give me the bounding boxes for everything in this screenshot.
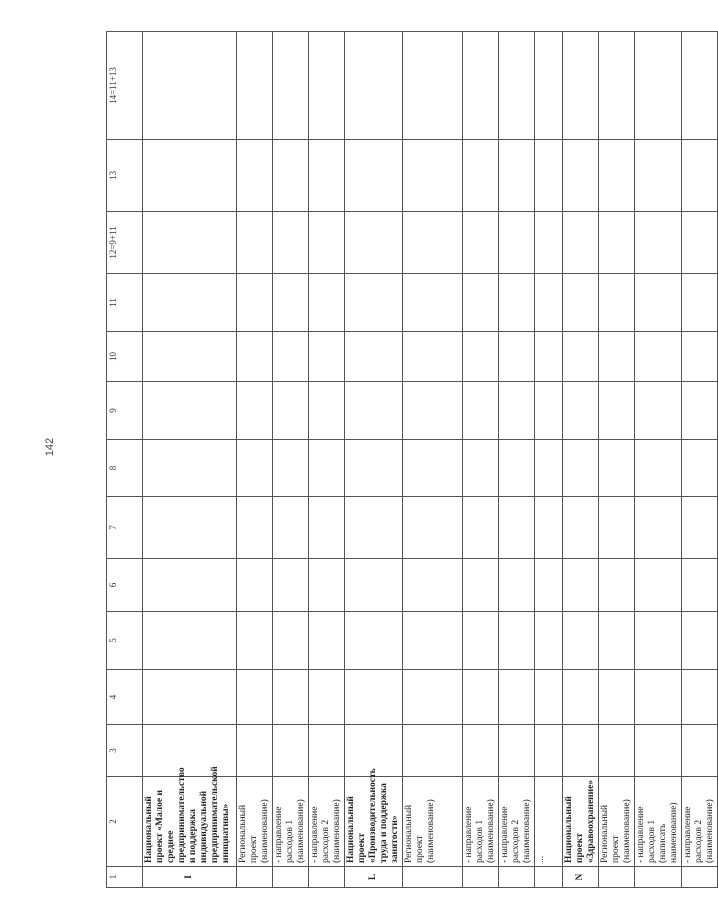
value-cell xyxy=(499,612,535,670)
table-row xyxy=(345,32,403,888)
value-cell xyxy=(463,32,499,140)
value-cell xyxy=(535,670,563,725)
value-cell xyxy=(345,332,403,382)
value-cell xyxy=(463,725,499,777)
value-cell xyxy=(309,440,345,497)
value-cell xyxy=(499,440,535,497)
value-cell xyxy=(563,274,599,332)
value-cell xyxy=(535,725,563,777)
value-cell xyxy=(563,612,599,670)
value-cell xyxy=(563,440,599,497)
value-cell xyxy=(563,212,599,274)
table-row xyxy=(403,32,463,888)
column-header: 6 xyxy=(107,559,143,612)
column-header: 7 xyxy=(107,497,143,559)
value-cell xyxy=(237,497,273,559)
row-code xyxy=(682,867,718,888)
value-cell xyxy=(403,274,463,332)
value-cell xyxy=(403,497,463,559)
value-cell xyxy=(143,140,237,212)
value-cell xyxy=(143,332,237,382)
value-cell xyxy=(682,382,718,440)
table-row xyxy=(463,32,499,888)
table-row xyxy=(682,32,718,888)
row-code xyxy=(309,867,345,888)
value-cell xyxy=(499,332,535,382)
header-row xyxy=(107,32,143,888)
value-cell xyxy=(599,612,635,670)
value-cell xyxy=(682,332,718,382)
value-cell xyxy=(273,725,309,777)
value-cell xyxy=(682,32,718,140)
column-header: 5 xyxy=(107,612,143,670)
value-cell xyxy=(499,725,535,777)
value-cell xyxy=(535,382,563,440)
value-cell xyxy=(143,440,237,497)
value-cell xyxy=(499,382,535,440)
value-cell xyxy=(345,140,403,212)
table-row xyxy=(563,32,599,888)
value-cell xyxy=(682,559,718,612)
value-cell xyxy=(237,332,273,382)
value-cell xyxy=(463,612,499,670)
value-cell xyxy=(563,497,599,559)
value-cell xyxy=(535,332,563,382)
value-cell xyxy=(535,559,563,612)
value-cell xyxy=(309,559,345,612)
value-cell xyxy=(143,497,237,559)
column-header: 4 xyxy=(107,670,143,725)
value-cell xyxy=(345,670,403,725)
value-cell xyxy=(635,140,682,212)
value-cell xyxy=(345,382,403,440)
value-cell xyxy=(535,274,563,332)
value-cell xyxy=(499,559,535,612)
row-label: - направление расходов 2 (наименование) xyxy=(309,777,345,867)
value-cell xyxy=(599,382,635,440)
value-cell xyxy=(403,440,463,497)
value-cell xyxy=(403,332,463,382)
row-label: Национальный проект «Малое и среднее предпринимательство и поддержка индивидуальной предпринимательской инициативы» xyxy=(143,777,237,867)
value-cell xyxy=(237,612,273,670)
budget-table xyxy=(106,31,718,888)
row-label: Национальный проект «Здравоохранение» xyxy=(563,777,599,867)
value-cell xyxy=(635,670,682,725)
value-cell xyxy=(563,725,599,777)
column-header: 12=9+11 xyxy=(107,212,143,274)
row-code xyxy=(635,867,682,888)
value-cell xyxy=(463,440,499,497)
value-cell xyxy=(635,212,682,274)
column-header: 13 xyxy=(107,140,143,212)
value-cell xyxy=(273,332,309,382)
value-cell xyxy=(273,612,309,670)
value-cell xyxy=(237,212,273,274)
value-cell xyxy=(143,382,237,440)
value-cell xyxy=(563,332,599,382)
value-cell xyxy=(599,559,635,612)
row-code: I xyxy=(143,867,237,888)
value-cell xyxy=(403,725,463,777)
value-cell xyxy=(599,440,635,497)
value-cell xyxy=(237,274,273,332)
value-cell xyxy=(403,612,463,670)
value-cell xyxy=(535,612,563,670)
value-cell xyxy=(345,274,403,332)
row-label: Национальный проект «Производительность труда и поддержка занятости» xyxy=(345,777,403,867)
row-label: - направление расходов 1 (наименование) xyxy=(273,777,309,867)
value-cell xyxy=(143,612,237,670)
value-cell xyxy=(499,670,535,725)
value-cell xyxy=(237,32,273,140)
value-cell xyxy=(345,32,403,140)
value-cell xyxy=(682,725,718,777)
value-cell xyxy=(563,382,599,440)
value-cell xyxy=(273,559,309,612)
value-cell xyxy=(237,559,273,612)
value-cell xyxy=(273,140,309,212)
column-header: 10 xyxy=(107,332,143,382)
value-cell xyxy=(463,670,499,725)
value-cell xyxy=(635,559,682,612)
value-cell xyxy=(403,382,463,440)
value-cell xyxy=(682,274,718,332)
value-cell xyxy=(499,32,535,140)
row-code xyxy=(499,867,535,888)
row-code xyxy=(535,867,563,888)
table-row xyxy=(309,32,345,888)
value-cell xyxy=(403,212,463,274)
value-cell xyxy=(563,670,599,725)
row-code xyxy=(237,867,273,888)
value-cell xyxy=(309,612,345,670)
value-cell xyxy=(463,497,499,559)
value-cell xyxy=(309,212,345,274)
value-cell xyxy=(563,32,599,140)
value-cell xyxy=(563,559,599,612)
value-cell xyxy=(309,274,345,332)
value-cell xyxy=(237,670,273,725)
value-cell xyxy=(403,559,463,612)
value-cell xyxy=(599,212,635,274)
value-cell xyxy=(143,212,237,274)
value-cell xyxy=(599,274,635,332)
value-cell xyxy=(273,274,309,332)
table-row xyxy=(237,32,273,888)
value-cell xyxy=(682,670,718,725)
value-cell xyxy=(143,559,237,612)
value-cell xyxy=(463,332,499,382)
value-cell xyxy=(563,140,599,212)
value-cell xyxy=(535,140,563,212)
column-header: 2 xyxy=(107,777,143,867)
value-cell xyxy=(273,32,309,140)
value-cell xyxy=(403,140,463,212)
value-cell xyxy=(237,725,273,777)
value-cell xyxy=(635,440,682,497)
table-row xyxy=(635,32,682,888)
value-cell xyxy=(535,212,563,274)
table-row xyxy=(599,32,635,888)
value-cell xyxy=(143,725,237,777)
value-cell xyxy=(535,32,563,140)
row-label: - направление расходов 1 (написать наименование) xyxy=(635,777,682,867)
value-cell xyxy=(309,32,345,140)
value-cell xyxy=(635,332,682,382)
value-cell xyxy=(635,32,682,140)
value-cell xyxy=(345,559,403,612)
value-cell xyxy=(237,382,273,440)
value-cell xyxy=(463,140,499,212)
row-label: - направление расходов 2 (наименование) xyxy=(682,777,718,867)
value-cell xyxy=(635,274,682,332)
column-header: 9 xyxy=(107,382,143,440)
value-cell xyxy=(309,140,345,212)
value-cell xyxy=(273,212,309,274)
column-header: 11 xyxy=(107,274,143,332)
column-header: 8 xyxy=(107,440,143,497)
column-header: 1 xyxy=(107,867,143,888)
value-cell xyxy=(237,140,273,212)
value-cell xyxy=(635,725,682,777)
value-cell xyxy=(599,32,635,140)
value-cell xyxy=(599,332,635,382)
value-cell xyxy=(463,559,499,612)
value-cell xyxy=(499,274,535,332)
row-label: Региональный проект (наименование) xyxy=(599,777,635,867)
value-cell xyxy=(309,497,345,559)
value-cell xyxy=(345,612,403,670)
page-number: 142 xyxy=(44,437,56,457)
value-cell xyxy=(599,140,635,212)
row-label: Региональный проект (наименование) xyxy=(403,777,463,867)
row-code: N xyxy=(563,867,599,888)
value-cell xyxy=(599,497,635,559)
value-cell xyxy=(345,212,403,274)
value-cell xyxy=(635,382,682,440)
row-label: - направление расходов 1 (наименование) xyxy=(463,777,499,867)
value-cell xyxy=(237,440,273,497)
value-cell xyxy=(463,382,499,440)
value-cell xyxy=(273,670,309,725)
value-cell xyxy=(635,497,682,559)
value-cell xyxy=(143,670,237,725)
table-row xyxy=(273,32,309,888)
value-cell xyxy=(499,212,535,274)
value-cell xyxy=(499,140,535,212)
row-label: ... xyxy=(535,777,563,867)
value-cell xyxy=(345,440,403,497)
value-cell xyxy=(635,612,682,670)
value-cell xyxy=(463,212,499,274)
row-label: - направление расходов 2 (наименование) xyxy=(499,777,535,867)
value-cell xyxy=(345,497,403,559)
value-cell xyxy=(535,497,563,559)
value-cell xyxy=(535,440,563,497)
value-cell xyxy=(682,497,718,559)
table-row xyxy=(535,32,563,888)
column-header: 14=11+13 xyxy=(107,32,143,140)
table-row xyxy=(143,32,237,888)
value-cell xyxy=(682,212,718,274)
table-row xyxy=(499,32,535,888)
row-code: L xyxy=(345,867,403,888)
row-code xyxy=(463,867,499,888)
value-cell xyxy=(309,382,345,440)
value-cell xyxy=(309,332,345,382)
value-cell xyxy=(499,497,535,559)
value-cell xyxy=(143,32,237,140)
row-code xyxy=(403,867,463,888)
value-cell xyxy=(273,382,309,440)
row-code xyxy=(273,867,309,888)
value-cell xyxy=(403,670,463,725)
value-cell xyxy=(309,725,345,777)
row-label: Региональный проект (наименование) xyxy=(237,777,273,867)
value-cell xyxy=(143,274,237,332)
value-cell xyxy=(463,274,499,332)
value-cell xyxy=(599,725,635,777)
value-cell xyxy=(309,670,345,725)
row-code xyxy=(599,867,635,888)
value-cell xyxy=(273,440,309,497)
column-header: 3 xyxy=(107,725,143,777)
value-cell xyxy=(273,497,309,559)
value-cell xyxy=(403,32,463,140)
value-cell xyxy=(682,440,718,497)
value-cell xyxy=(599,670,635,725)
value-cell xyxy=(682,612,718,670)
value-cell xyxy=(682,140,718,212)
